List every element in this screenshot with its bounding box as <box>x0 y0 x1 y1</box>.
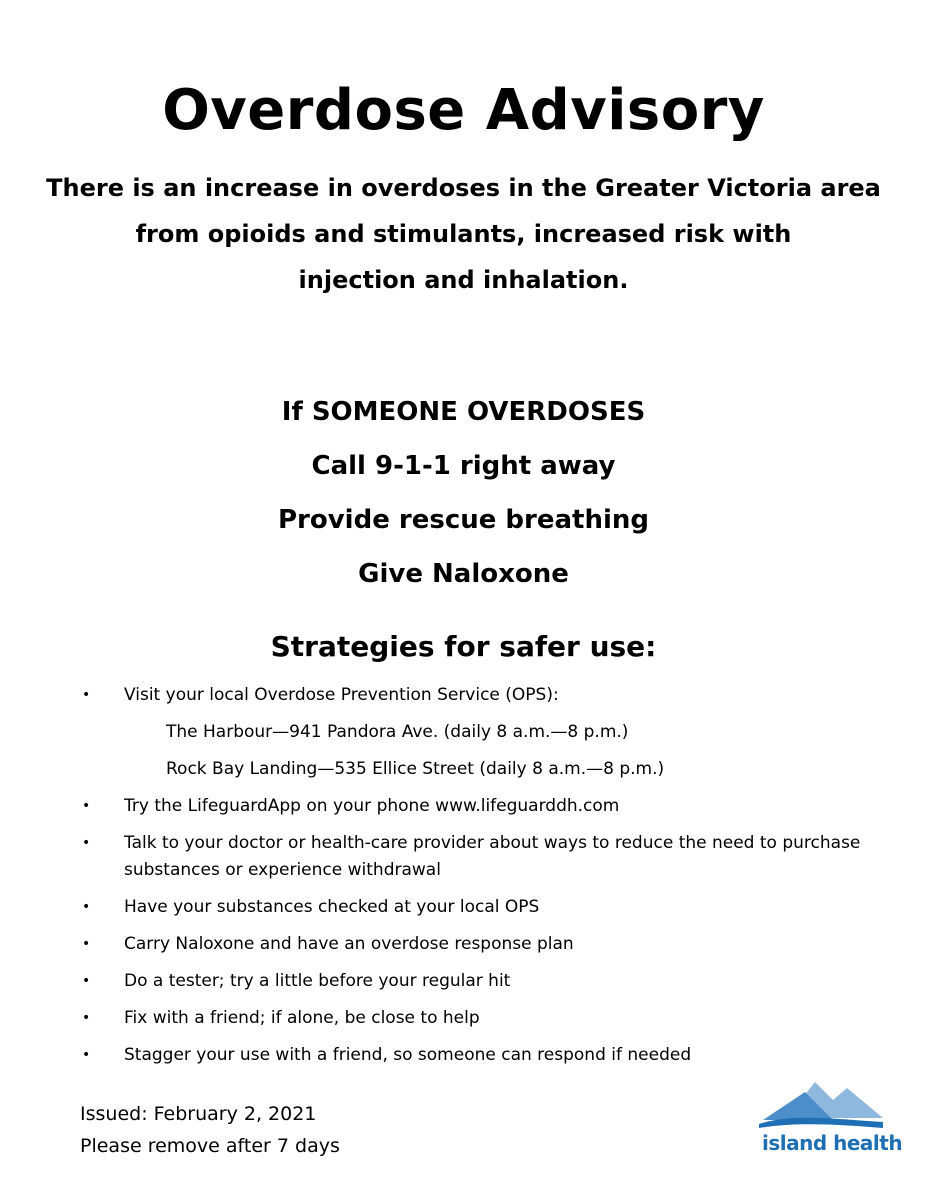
overdose-actions <box>0 390 927 606</box>
list-item <box>80 1005 900 1032</box>
intro-line: from opioids and stimulants, increased risk with <box>135 220 792 248</box>
advisory-title: Overdose Advisory <box>162 78 765 143</box>
bullet-icon: • <box>82 687 91 703</box>
issued-date: Issued: February 2, 2021 <box>80 1103 317 1125</box>
bullet-icon: • <box>82 973 91 989</box>
list-item <box>80 931 900 958</box>
strategy-text: Do a tester; try a little before your regular hit <box>124 971 511 991</box>
strategy-text: Have your substances checked at your local OPS <box>124 897 540 917</box>
strategy-text: Carry Naloxone and have an overdose response plan <box>124 934 574 954</box>
strategy-text: Fix with a friend; if alone, be close to help <box>124 1008 480 1028</box>
bullet-icon: • <box>82 936 91 952</box>
intro-line: injection and inhalation. <box>298 266 629 294</box>
intro-line: There is an increase in overdoses in the Greater Victoria area <box>46 174 881 202</box>
removal-note: Please remove after 7 days <box>80 1135 340 1157</box>
island-health-logo-text: island health <box>762 1131 903 1155</box>
strategy-text: Try the LifeguardApp on your phone www.lifeguarddh.com <box>124 796 620 816</box>
action-heading: If SOMEONE OVERDOSES <box>281 397 646 427</box>
list-item <box>80 1042 900 1069</box>
list-item <box>80 968 900 995</box>
strategy-text: Talk to your doctor or health-care provider about ways to reduce the need to purchase substances or experience withdrawal <box>124 833 861 880</box>
strategy-text: Stagger your use with a friend, so someone can respond if needed <box>124 1045 692 1065</box>
action-rescue-breathing: Provide rescue breathing <box>277 505 650 535</box>
ops-location: Rock Bay Landing—535 Ellice Street (daily 8 a.m.—8 p.m.) <box>166 759 665 779</box>
list-item <box>80 830 900 884</box>
list-item <box>80 793 900 820</box>
bullet-icon: • <box>82 835 91 851</box>
bullet-icon: • <box>82 1047 91 1063</box>
strategy-text: Visit your local Overdose Prevention Service (OPS): <box>124 685 559 705</box>
ops-location: The Harbour—941 Pandora Ave. (daily 8 a.m.—8 p.m.) <box>166 722 629 742</box>
bullet-icon: • <box>82 1010 91 1026</box>
action-give-naloxone: Give Naloxone <box>358 559 569 589</box>
bullet-icon: • <box>82 899 91 915</box>
footer <box>80 1098 340 1162</box>
strategies-heading: Strategies for safer use: <box>270 630 657 663</box>
bullet-icon: • <box>82 798 91 814</box>
list-item <box>80 682 900 783</box>
intro-text <box>40 165 887 303</box>
strategies-list <box>80 682 900 1079</box>
action-call-911: Call 9-1-1 right away <box>311 451 616 481</box>
list-item <box>80 894 900 921</box>
